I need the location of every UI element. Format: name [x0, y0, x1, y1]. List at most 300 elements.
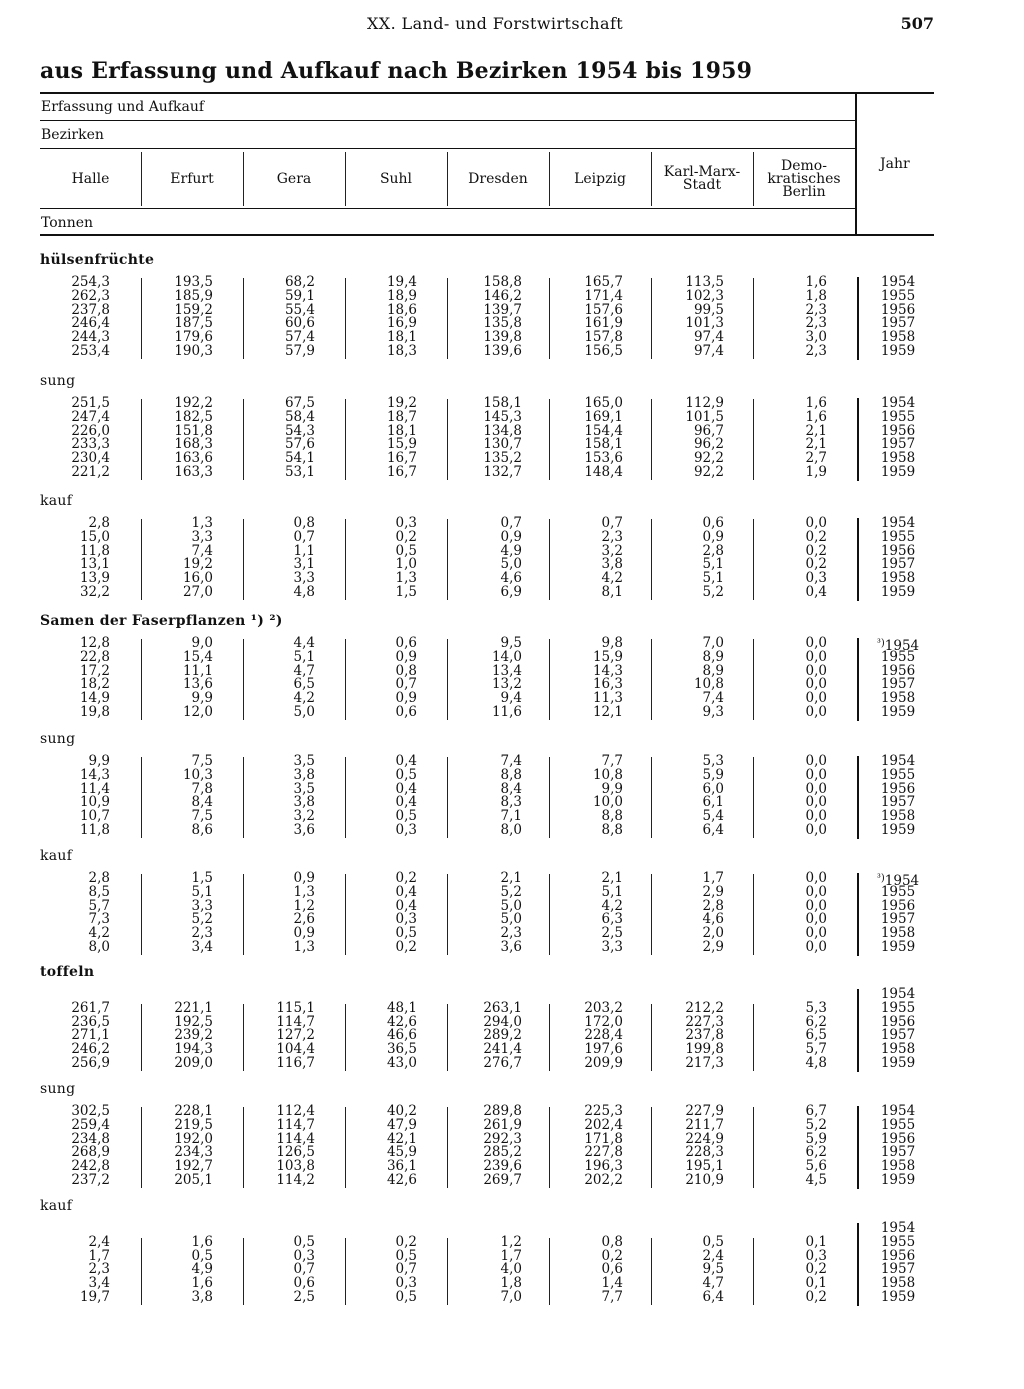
table-cell: 15,9 [386, 436, 417, 453]
table-cell: 19,4 [386, 274, 417, 290]
column-divider [651, 1107, 652, 1188]
table-cell: 11,3 [592, 690, 623, 707]
table-cell: 0,0 [805, 690, 827, 707]
table-cell: 7,3 [88, 911, 110, 928]
column-divider [549, 278, 550, 359]
table-cell: 285,2 [483, 1144, 522, 1161]
year-value: 1959 [880, 464, 916, 480]
table-cell: 1,1 [293, 542, 315, 559]
column-divider [141, 278, 142, 359]
table-cell: 1,4 [601, 1275, 623, 1292]
head-rule-1 [40, 120, 855, 121]
table-cell: 197,6 [584, 1041, 623, 1058]
table-cell: 2,3 [191, 925, 213, 942]
table-cell: 10,0 [592, 794, 623, 811]
year-value: 1954 [880, 395, 916, 411]
table-cell: 12,8 [79, 635, 110, 651]
table-cell: 1,6 [191, 1233, 213, 1250]
column-divider [651, 1238, 652, 1305]
table-cell: 5,2 [500, 883, 522, 900]
table-cell: 224,9 [685, 1130, 724, 1147]
year-value: 1958 [880, 808, 916, 825]
year-label [868, 706, 928, 720]
table-cell: 8,8 [601, 822, 623, 838]
table-cell: 4,2 [601, 897, 623, 914]
table-cell: 246,2 [71, 1041, 110, 1058]
table-cell: 6,1 [702, 794, 724, 811]
column-divider [447, 278, 448, 359]
table-cell: 192,2 [174, 395, 213, 411]
year-label [868, 586, 928, 600]
year-value: 1956 [880, 542, 916, 559]
table-cell: 199,8 [685, 1041, 724, 1058]
table-cell: 10,3 [182, 766, 213, 783]
column-header [243, 150, 345, 208]
column-divider [549, 1238, 550, 1305]
table-cell: 5,0 [500, 897, 522, 914]
table-cell: 276,7 [483, 1055, 522, 1071]
table-cell: 1,3 [293, 883, 315, 900]
table-cell: 157,6 [584, 301, 623, 318]
table-cell: 239,2 [174, 1027, 213, 1044]
table-cell: 3,2 [601, 542, 623, 559]
column-divider [651, 1004, 652, 1071]
table-cell: 4,6 [702, 911, 724, 928]
table-cell: 1,9 [805, 464, 827, 480]
table-cell: 36,5 [386, 1041, 417, 1058]
table-cell: 54,3 [284, 422, 315, 439]
head-label-unit: Tonnen [41, 215, 94, 231]
table-cell: 9,9 [88, 753, 110, 769]
table-cell: 157,8 [584, 329, 623, 346]
table-cell: 2,3 [500, 925, 522, 942]
table-cell: 190,3 [174, 343, 213, 359]
table-cell: 271,1 [71, 1027, 110, 1044]
table-cell: 16,0 [182, 570, 213, 587]
table-cell: 0,6 [601, 1261, 623, 1278]
column-divider [753, 1004, 754, 1071]
table-cell: 0,6 [293, 1275, 315, 1292]
column-divider [651, 757, 652, 838]
table-cell: 219,5 [174, 1116, 213, 1133]
table-cell: 43,0 [386, 1055, 417, 1071]
table-cell: 5,6 [805, 1158, 827, 1175]
table-cell: 192,7 [174, 1158, 213, 1175]
table-cell: 0,8 [293, 515, 315, 531]
table-cell: 4,2 [601, 570, 623, 587]
table-cell: 11,8 [79, 822, 110, 838]
table-cell: 57,4 [284, 329, 315, 346]
table-cell: 2,5 [601, 925, 623, 942]
year-value: 1959 [880, 939, 916, 955]
table-cell: 14,3 [79, 766, 110, 783]
year-value: 1959 [880, 1172, 916, 1188]
table-cell: 0,9 [293, 925, 315, 942]
year-label [868, 1291, 928, 1305]
column-divider [753, 519, 754, 600]
table-cell: 163,6 [174, 450, 213, 467]
table-cell: 18,9 [386, 287, 417, 304]
table-cell: 8,5 [88, 883, 110, 900]
table-cell: 302,5 [71, 1103, 110, 1119]
year-divider [857, 1106, 859, 1189]
table-cell: 2,8 [88, 870, 110, 886]
table-cell: 256,9 [71, 1055, 110, 1071]
table-cell: 262,3 [71, 287, 110, 304]
table-cell: 4,6 [500, 570, 522, 587]
table-cell: 2,9 [702, 883, 724, 900]
table-cell: 53,1 [284, 464, 315, 480]
table-cell: 2,6 [293, 911, 315, 928]
table-cell: 132,7 [483, 464, 522, 480]
table-cell: 5,1 [601, 883, 623, 900]
table-cell: 0,5 [395, 766, 417, 783]
year-label [868, 824, 928, 838]
table-cell: 5,1 [702, 570, 724, 587]
table-cell: 193,5 [174, 274, 213, 290]
table-cell: 0,0 [805, 870, 827, 886]
column-divider [141, 874, 142, 955]
table-cell: 2,3 [88, 1261, 110, 1278]
table-cell: 15,0 [79, 528, 110, 545]
table-cell: 5,2 [191, 911, 213, 928]
column-divider [753, 757, 754, 838]
head-label-erfassung: Erfassung und Aufkauf [41, 99, 205, 115]
table-cell: 247,4 [71, 408, 110, 425]
table-cell: 261,7 [71, 999, 110, 1016]
column-divider-head [753, 152, 754, 206]
table-cell: 0,6 [702, 515, 724, 531]
table-cell: 1,8 [805, 287, 827, 304]
column-divider [549, 874, 550, 955]
table-cell: 101,3 [685, 315, 724, 332]
table-cell: 7,4 [500, 753, 522, 769]
table-cell: 0,3 [805, 570, 827, 587]
table-cell: 1,8 [500, 1275, 522, 1292]
table-cell: 7,0 [702, 635, 724, 651]
table-cell: 12,1 [592, 704, 623, 720]
table-cell: 19,8 [79, 704, 110, 720]
table-cell: 102,3 [685, 287, 724, 304]
column-divider [447, 399, 448, 480]
head-label-bezirken: Bezirken [41, 127, 104, 143]
column-divider [345, 1107, 346, 1188]
year-value: 1957 [880, 676, 916, 693]
table-cell: 226,0 [71, 422, 110, 439]
table-cell: 7,5 [191, 753, 213, 769]
table-cell: 59,1 [284, 287, 315, 304]
table-cell: 0,8 [601, 1233, 623, 1250]
table-cell: 209,0 [174, 1055, 213, 1071]
column-header [651, 150, 753, 208]
table-cell: 233,3 [71, 436, 110, 453]
table-cell: 151,8 [174, 422, 213, 439]
year-value: 1955 [880, 408, 916, 425]
table-cell: 8,3 [500, 794, 522, 811]
table-cell: 139,8 [483, 329, 522, 346]
year-value: 1955 [880, 648, 916, 665]
table-cell: 11,6 [491, 704, 522, 720]
table-cell: 13,2 [491, 676, 522, 693]
table-cell: 172,0 [584, 1013, 623, 1030]
year-value: 1954 [880, 274, 916, 290]
table-cell: 0,7 [293, 1261, 315, 1278]
column-divider [141, 399, 142, 480]
year-divider [857, 277, 859, 360]
table-cell: 18,1 [386, 329, 417, 346]
table-cell: 8,8 [500, 766, 522, 783]
table-cell: 0,2 [395, 528, 417, 545]
column-divider [651, 278, 652, 359]
table-cell: 0,0 [805, 753, 827, 769]
column-divider [651, 399, 652, 480]
table-cell: 0,9 [395, 690, 417, 707]
year-divider [857, 638, 859, 721]
column-header-label: Suhl [379, 170, 413, 187]
table-cell: 244,3 [71, 329, 110, 346]
year-value: 1956 [880, 301, 916, 318]
table-cell: 169,1 [584, 408, 623, 425]
table-cell: 228,4 [584, 1027, 623, 1044]
table-cell: 0,0 [805, 822, 827, 838]
table-cell: 217,3 [685, 1055, 724, 1071]
column-divider [243, 639, 244, 720]
table-cell: 2,1 [805, 436, 827, 453]
table-cell: 16,3 [592, 676, 623, 693]
table-cell: 57,6 [284, 436, 315, 453]
table-cell: 13,6 [182, 676, 213, 693]
table-cell: 6,5 [805, 1027, 827, 1044]
table-cell: 4,5 [805, 1172, 827, 1188]
table-cell: 0,5 [702, 1233, 724, 1250]
year-divider [857, 756, 859, 839]
column-header-label: Dresden [468, 170, 528, 187]
table-cell: 3,5 [293, 753, 315, 769]
table-cell: 3,8 [191, 1289, 213, 1305]
table-cell: 1,5 [395, 584, 417, 600]
column-divider [243, 519, 244, 600]
table-cell: 7,7 [601, 1289, 623, 1305]
table-cell: 7,4 [702, 690, 724, 707]
table-cell: 0,2 [601, 1247, 623, 1264]
table-cell: 1,0 [395, 556, 417, 573]
table-cell: 4,4 [293, 635, 315, 651]
table-cell: 127,2 [276, 1027, 315, 1044]
table-cell: 0,7 [293, 528, 315, 545]
column-divider [141, 639, 142, 720]
year-value: 1955 [880, 999, 916, 1016]
column-header-label: Gera [276, 170, 312, 187]
table-cell: 103,8 [276, 1158, 315, 1175]
table-cell: 0,2 [805, 1261, 827, 1278]
year-value: 1954 [880, 1103, 916, 1119]
table-cell: 9,9 [601, 780, 623, 797]
column-header-label: Demo- kratisches Berlin [767, 157, 841, 200]
table-cell: 4,7 [702, 1275, 724, 1292]
table-cell: 16,7 [386, 464, 417, 480]
column-divider [447, 1004, 448, 1071]
table-cell: 192,0 [174, 1130, 213, 1147]
table-cell: 19,2 [386, 395, 417, 411]
column-divider [345, 639, 346, 720]
table-cell: 0,4 [395, 794, 417, 811]
table-cell: 32,2 [79, 584, 110, 600]
table-cell: 7,7 [601, 753, 623, 769]
table-cell: 292,3 [483, 1130, 522, 1147]
year-label [868, 941, 928, 955]
table-cell: 0,2 [395, 939, 417, 955]
column-divider [447, 519, 448, 600]
table-cell: 4,8 [805, 1055, 827, 1071]
table-cell: 2,1 [805, 422, 827, 439]
table-cell: 96,2 [693, 436, 724, 453]
column-divider [345, 1004, 346, 1071]
column-divider-head [243, 152, 244, 206]
table-cell: 230,4 [71, 450, 110, 467]
table-cell: 225,3 [584, 1103, 623, 1119]
column-divider [243, 1004, 244, 1071]
table-cell: 0,9 [702, 528, 724, 545]
table-cell: 7,4 [191, 542, 213, 559]
table-cell: 8,9 [702, 648, 724, 665]
year-value: 1954 [884, 638, 920, 654]
column-divider [549, 757, 550, 838]
table-cell: 114,7 [276, 1116, 315, 1133]
column-divider [345, 1238, 346, 1305]
table-cell: 2,3 [805, 301, 827, 318]
table-cell: 268,9 [71, 1144, 110, 1161]
table-cell: 0,4 [395, 753, 417, 769]
table-cell: 5,0 [500, 556, 522, 573]
footnote-marker: ³) [876, 873, 885, 884]
table-cell: 0,0 [805, 662, 827, 679]
table-cell: 0,0 [805, 925, 827, 942]
table-cell: 171,4 [584, 287, 623, 304]
year-divider [857, 873, 859, 956]
year-divider [857, 518, 859, 601]
table-cell: 192,5 [174, 1013, 213, 1030]
year-value: 1957 [880, 1144, 916, 1161]
table-cell: 113,5 [685, 274, 724, 290]
table-cell: 0,0 [805, 648, 827, 665]
table-cell: 10,8 [693, 676, 724, 693]
table-cell: 42,6 [386, 1013, 417, 1030]
table-cell: 209,9 [584, 1055, 623, 1071]
year-value: 1954 [884, 873, 920, 889]
table-cell: 112,4 [276, 1103, 315, 1119]
table-cell: 0,3 [395, 515, 417, 531]
column-divider [753, 639, 754, 720]
table-cell: 205,1 [174, 1172, 213, 1188]
table-cell: 5,1 [293, 648, 315, 665]
table-cell: 6,7 [805, 1103, 827, 1119]
year-value: 1956 [880, 662, 916, 679]
column-divider-head [651, 152, 652, 206]
column-divider-head [447, 152, 448, 206]
table-cell: 116,7 [276, 1055, 315, 1071]
column-header [447, 150, 549, 208]
table-cell: 2,5 [293, 1289, 315, 1305]
table-cell: 27,0 [182, 584, 213, 600]
table-cell: 3,8 [293, 794, 315, 811]
table-cell: 0,9 [395, 648, 417, 665]
table-cell: 115,1 [276, 999, 315, 1016]
table-cell: 130,7 [483, 436, 522, 453]
table-cell: 14,3 [592, 662, 623, 679]
column-divider [345, 519, 346, 600]
running-title: XX. Land- und Forstwirtschaft [367, 14, 624, 33]
table-cell: 289,2 [483, 1027, 522, 1044]
year-label [868, 345, 928, 359]
table-cell: 9,0 [191, 635, 213, 651]
table-cell: 0,2 [805, 556, 827, 573]
table-cell: 0,2 [395, 870, 417, 886]
table-cell: 195,1 [685, 1158, 724, 1175]
year-value: 1954 [880, 986, 916, 1002]
year-divider [857, 398, 859, 481]
year-value: 1957 [880, 315, 916, 332]
table-cell: 242,8 [71, 1158, 110, 1175]
table-cell: 2,7 [805, 450, 827, 467]
table-cell: 114,4 [276, 1130, 315, 1147]
table-cell: 1,7 [88, 1247, 110, 1264]
table-cell: 8,4 [500, 780, 522, 797]
column-divider [141, 1107, 142, 1188]
table-cell: 3,3 [293, 570, 315, 587]
table-cell: 97,4 [693, 329, 724, 346]
table-cell: 99,5 [693, 301, 724, 318]
table-cell: 5,4 [702, 808, 724, 825]
table-cell: 221,2 [71, 464, 110, 480]
table-cell: 0,3 [395, 822, 417, 838]
table-cell: 8,0 [88, 939, 110, 955]
year-value: 1959 [880, 584, 916, 600]
column-divider-head [549, 152, 550, 206]
table-cell: 6,4 [702, 1289, 724, 1305]
column-divider [141, 1238, 142, 1305]
table-cell: 148,4 [584, 464, 623, 480]
table-cell: 10,7 [79, 808, 110, 825]
table-cell: 241,4 [483, 1041, 522, 1058]
section-label: hülsenfrüchte [40, 252, 155, 268]
table-cell: 134,8 [483, 422, 522, 439]
table-cell: 3,4 [191, 939, 213, 955]
table-cell: 5,9 [805, 1130, 827, 1147]
table-cell: 5,7 [88, 897, 110, 914]
table-cell: 101,5 [685, 408, 724, 425]
table-cell: 11,4 [79, 780, 110, 797]
table-cell: 165,0 [584, 395, 623, 411]
year-value: 1958 [880, 570, 916, 587]
table-cell: 3,6 [293, 822, 315, 838]
table-cell: 0,2 [805, 542, 827, 559]
table-cell: 185,9 [174, 287, 213, 304]
year-value: 1955 [880, 883, 916, 900]
year-value: 1959 [880, 343, 916, 359]
table-cell: 0,0 [805, 635, 827, 651]
table-cell: 67,5 [284, 395, 315, 411]
table-cell: 36,1 [386, 1158, 417, 1175]
table-cell: 47,9 [386, 1116, 417, 1133]
table-cell: 261,9 [483, 1116, 522, 1133]
table-cell: 2,4 [702, 1247, 724, 1264]
table-cell: 227,3 [685, 1013, 724, 1030]
column-divider [345, 399, 346, 480]
table-cell: 156,5 [584, 343, 623, 359]
table-cell: 3,2 [293, 808, 315, 825]
table-cell: 0,0 [805, 676, 827, 693]
table-cell: 6,9 [500, 584, 522, 600]
